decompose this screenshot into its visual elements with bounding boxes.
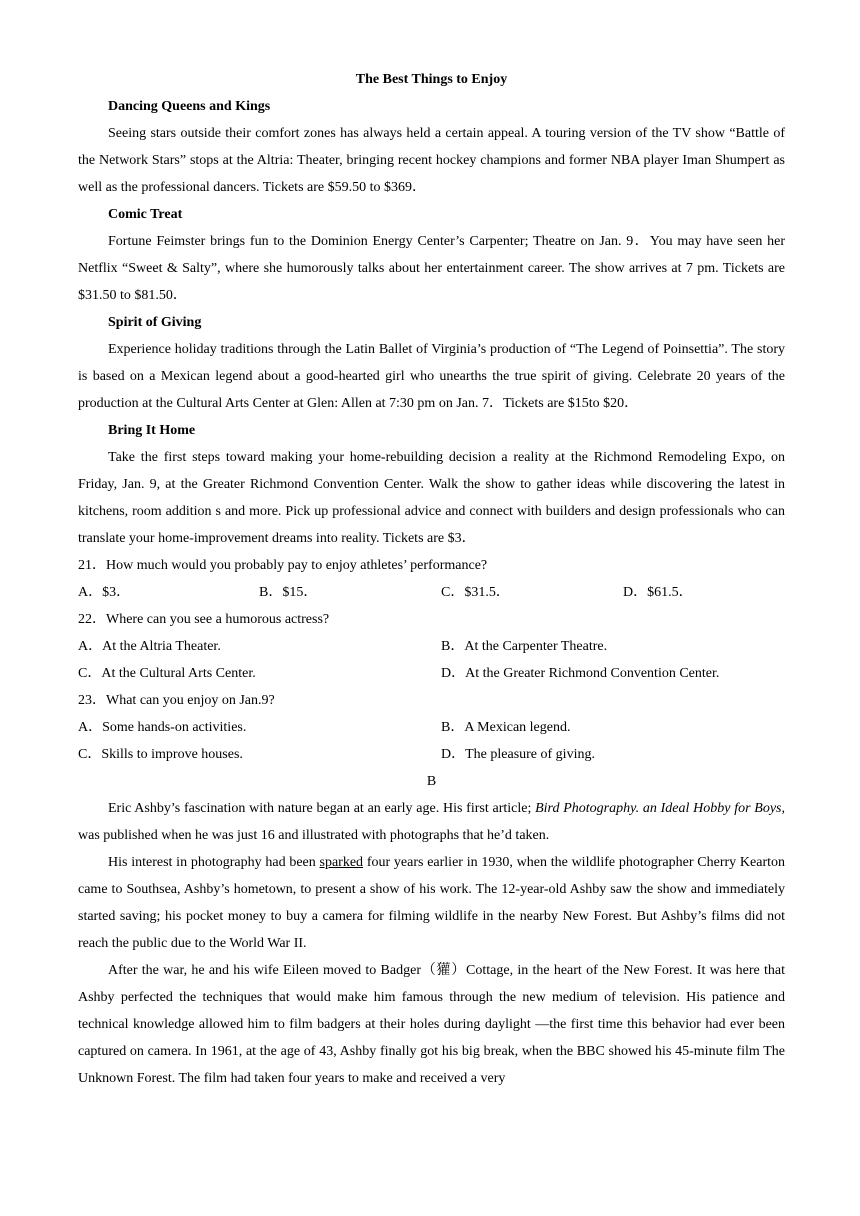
option-21-d: D．$61.5． bbox=[623, 585, 693, 600]
option-21-a: A．$3． bbox=[78, 585, 131, 600]
section-heading-giving: Spirit of Giving bbox=[108, 315, 202, 330]
part-b-p1-after: was published when he was just 16 and illustrated with photographs that he’d taken. bbox=[78, 828, 550, 843]
question-23-options-row-2 bbox=[78, 741, 785, 768]
option-23-a: A．Some hands-on activities. bbox=[78, 720, 247, 735]
option-23-c: C．Skills to improve houses. bbox=[78, 747, 243, 762]
part-b-paragraph-1 bbox=[78, 795, 785, 849]
document-content bbox=[78, 66, 785, 1092]
option-22-d: D．At the Greater Richmond Convention Center. bbox=[441, 666, 720, 681]
part-b-paragraph-3: After the war, he and his wife Eileen moved to Badger（獾）Cottage, in the heart of the New Forest. It was here that Ashby perfected the techniques that would make him famous through the new medium of television. His patience and technical knowledge allowed him to film badgers at their holes during daylight —the first time this behavior had ever been captured on camera. In 1961, at the age of 43, Ashby finally got his big break, when the BBC showed his 45-minute film The Unknown Forest. The film had taken four years to make and received a very bbox=[78, 963, 785, 1086]
section-text-dancing: Seeing stars outside their comfort zones has always held a certain appeal. A touring version of the TV show “Battle of the Network Stars” stops at the Altria: Theater, bringing recent hockey champions and former NBA player Iman Shumpert as well as the professional dancers. Tickets are $59.50 to $369． bbox=[78, 126, 785, 195]
section-heading-home: Bring It Home bbox=[108, 423, 196, 438]
part-b-p2-after: four years earlier in 1930, when the wildlife photographer Cherry Kearton came to Southsea, Ashby’s hometown, to present a show of his work. The 12-year-old Ashby saw the show and immediately started saving; his pocket money to buy a camera for filming wildlife in the nearby New Forest. But Ashby’s films did not reach the public due to the World War II. bbox=[78, 855, 786, 951]
part-b-p1-before: Eric Ashby’s fascination with nature began at an early age. His first article; bbox=[108, 801, 536, 816]
section-text-comic: Fortune Feimster brings fun to the Dominion Energy Center’s Carpenter; Theatre on Jan. 9．You may have seen her Netflix “Sweet & Salty”, where she humorously talks about her entertainment career. The show arrives at 7 pm. Tickets are $31.50 to $81.50． bbox=[78, 234, 785, 303]
part-b-letter: B bbox=[426, 774, 437, 789]
question-22-options-row-1 bbox=[78, 633, 785, 660]
question-22-options-row-2 bbox=[78, 660, 785, 687]
article-title: Bird Photography. an Ideal Hobby for Boys, bbox=[535, 801, 786, 816]
question-23-options-row-1 bbox=[78, 714, 785, 741]
section-text-home: Take the first steps toward making your home-rebuilding decision a reality at the Richmond Remodeling Expo, on Friday, Jan. 9, at the Greater Richmond Convention Center. Walk the show to gather ideas while discovering the latest in kitchens, room addition s and more. Pick up professional advice and connect with builders and design professionals who can translate your home-improvement dreams into reality. Tickets are $3． bbox=[78, 450, 785, 546]
option-21-b: B．$15． bbox=[259, 585, 318, 600]
question-21: 21．How much would you probably pay to enjoy athletes’ performance? bbox=[78, 558, 488, 573]
underlined-word-sparked: sparked bbox=[319, 855, 364, 870]
part-b-p2-before: His interest in photography had been bbox=[108, 855, 320, 870]
section-heading-comic: Comic Treat bbox=[108, 207, 183, 222]
question-22: 22．Where can you see a humorous actress? bbox=[78, 612, 330, 627]
section-heading-dancing: Dancing Queens and Kings bbox=[108, 99, 271, 114]
option-21-c: C．$31.5． bbox=[441, 585, 510, 600]
question-21-options bbox=[78, 579, 785, 606]
part-b-paragraph-2 bbox=[78, 849, 785, 957]
option-22-a: A．At the Altria Theater. bbox=[78, 639, 221, 654]
question-23: 23．What can you enjoy on Jan.9? bbox=[78, 693, 275, 708]
document-title: The Best Things to Enjoy bbox=[355, 72, 508, 87]
option-22-b: B．At the Carpenter Theatre. bbox=[441, 639, 608, 654]
section-text-giving: Experience holiday traditions through the Latin Ballet of Virginia’s production of “The Legend of Poinsettia”. The story is based on a Mexican legend about a good-hearted girl who unearths the true spirit of giving. Celebrate 20 years of the production at the Cultural Arts Center at Glen: Allen at 7:30 pm on Jan. 7．Tickets are $15to $20． bbox=[78, 342, 785, 411]
option-22-c: C．At the Cultural Arts Center. bbox=[78, 666, 256, 681]
option-23-d: D．The pleasure of giving. bbox=[441, 747, 595, 762]
option-23-b: B．A Mexican legend. bbox=[441, 720, 571, 735]
